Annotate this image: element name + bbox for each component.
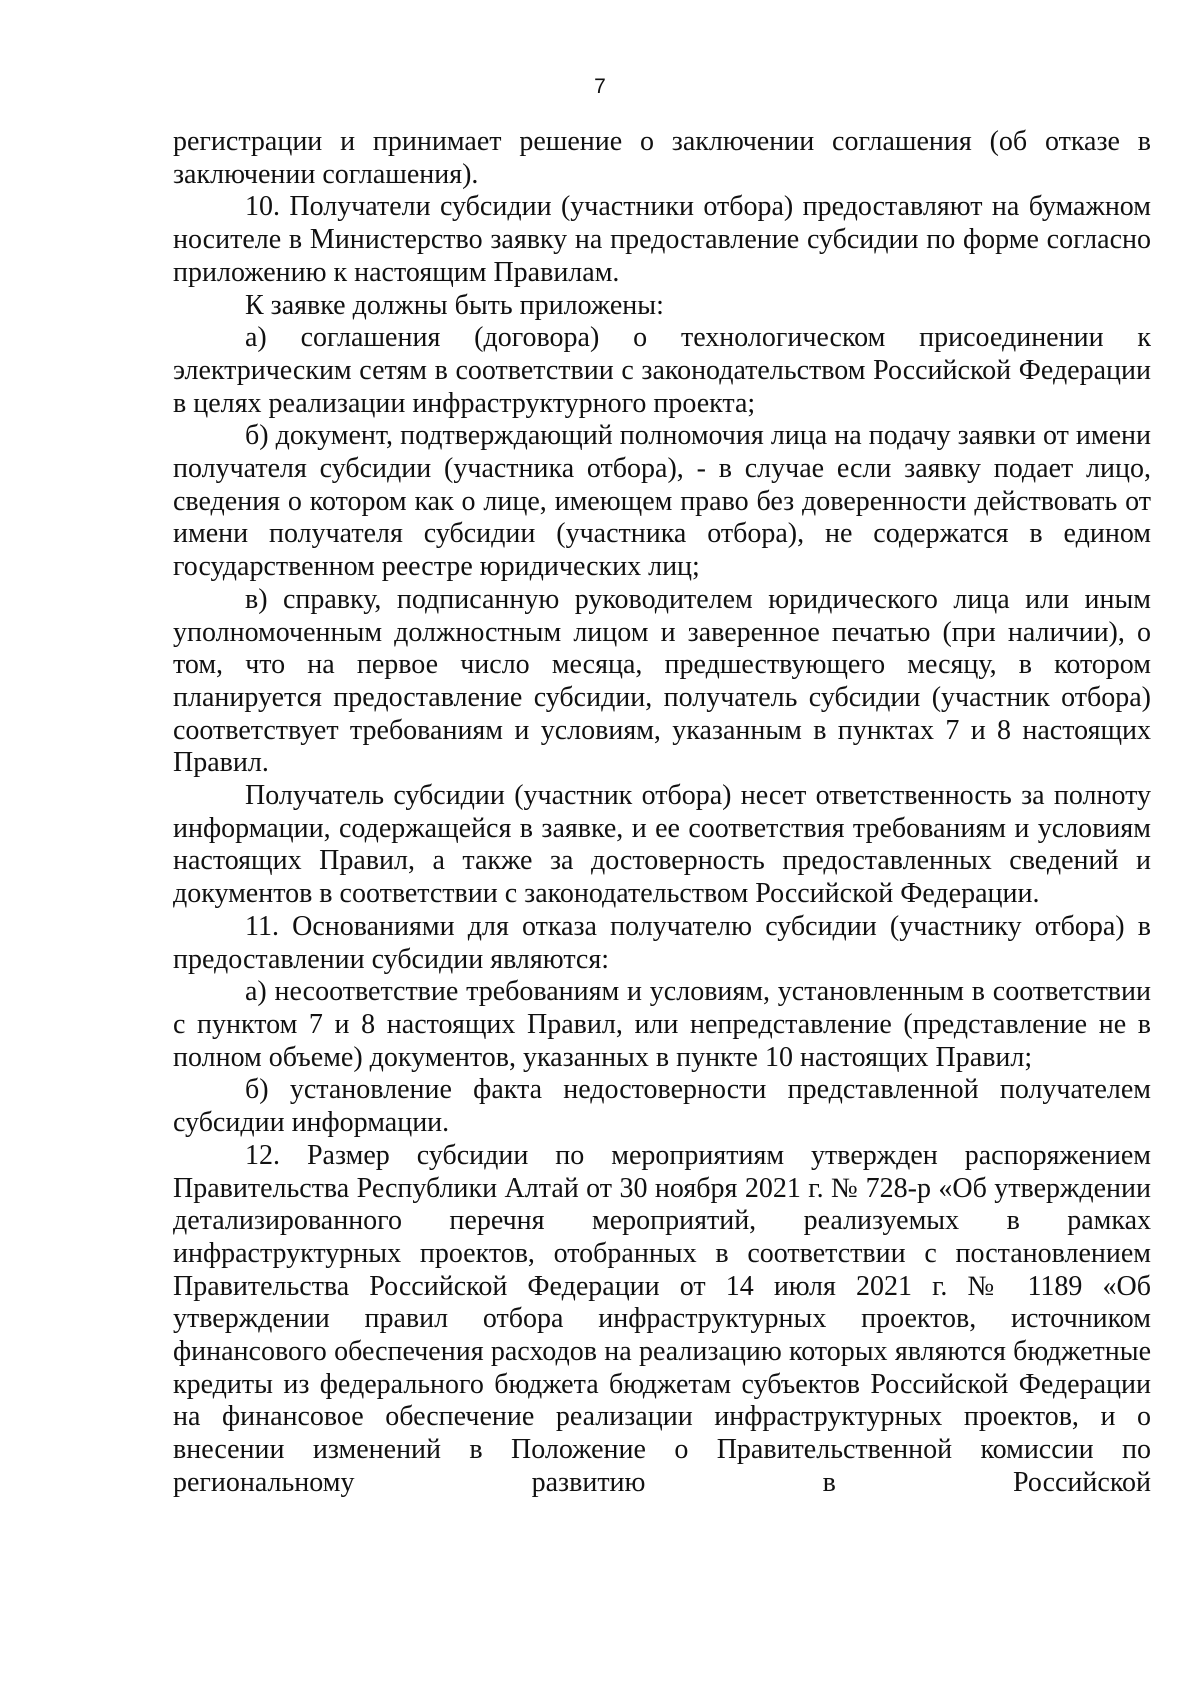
paragraph: К заявке должны быть приложены: bbox=[245, 289, 664, 321]
paragraph: а) несоответствие требованиям и условиям, установленным в соответствии с пунктом 7 и 8 настоящих Правил, или непредставление (представление не в полном объеме) документов, указанных в пункте 10 настоящих Правил; bbox=[173, 976, 1151, 1073]
document-body bbox=[173, 126, 1151, 1500]
paragraph: регистрации и принимает решение о заключении соглашения (об отказе в заключении соглашения). bbox=[173, 126, 1151, 190]
paragraph: 11. Основаниями для отказа получателю субсидии (участнику отбора) в предоставлении субсидии являются: bbox=[173, 910, 1151, 975]
page-number: 7 bbox=[594, 75, 606, 98]
paragraph: 12. Размер субсидии по мероприятиям утвержден распоряжением Правительства Республики Алтай от 30 ноября 2021 г. № 728-р «Об утверждении детализированного перечня мероприятий, реализуемых в рамках инфраструктурных проектов, отобранных в соответствии с постановлением Правительства Российской Федерации от 14 июля 2021 г. № 1189 «Об утверждении правил отбора инфраструктурных проектов, источником финансового обеспечения расходов на реализацию которых являются бюджетные кредиты из федерального бюджета бюджетам субъектов Российской Федерации на финансовое обеспечение реализации инфраструктурных проектов, и о внесении изменений в Положение о Правительственной комиссии по региональному развитию в Российской bbox=[173, 1139, 1151, 1498]
paragraph: б) документ, подтверждающий полномочия лица на подачу заявки от имени получателя субсидии (участника отбора), - в случае если заявку подает лицо, сведения о котором как о лице, имеющем право без доверенности действовать от имени получателя субсидии (участника отбора), не содержатся в едином государственном реестре юридических лиц; bbox=[173, 420, 1151, 583]
paragraph: 10. Получатели субсидии (участники отбора) предоставляют на бумажном носителе в Министерство заявку на предоставление субсидии по форме согласно приложению к настоящим Правилам. bbox=[173, 191, 1151, 288]
paragraph: б) установление факта недостоверности представленной получателем субсидии информации. bbox=[173, 1074, 1151, 1139]
paragraph: Получатель субсидии (участник отбора) несет ответственность за полноту информации, содержащейся в заявке, и ее соответствия требованиям и условиям настоящих Правил, а также за достоверность предоставленных сведений и документов в соответствии с законодательством Российской Федерации. bbox=[173, 780, 1151, 910]
paragraph: в) справку, подписанную руководителем юридического лица или иным уполномоченным должностным лицом и заверенное печатью (при наличии), о том, что на первое число месяца, предшествующего месяцу, в котором планируется предоставление субсидии, получатель субсидии (участник отбора) соответствует требованиям и условиям, указанным в пунктах 7 и 8 настоящих Правил. bbox=[173, 583, 1151, 779]
paragraph: а) соглашения (договора) о технологическом присоединении к электрическим сетям в соответствии с законодательством Российской Федерации в целях реализации инфраструктурного проекта; bbox=[173, 322, 1151, 419]
